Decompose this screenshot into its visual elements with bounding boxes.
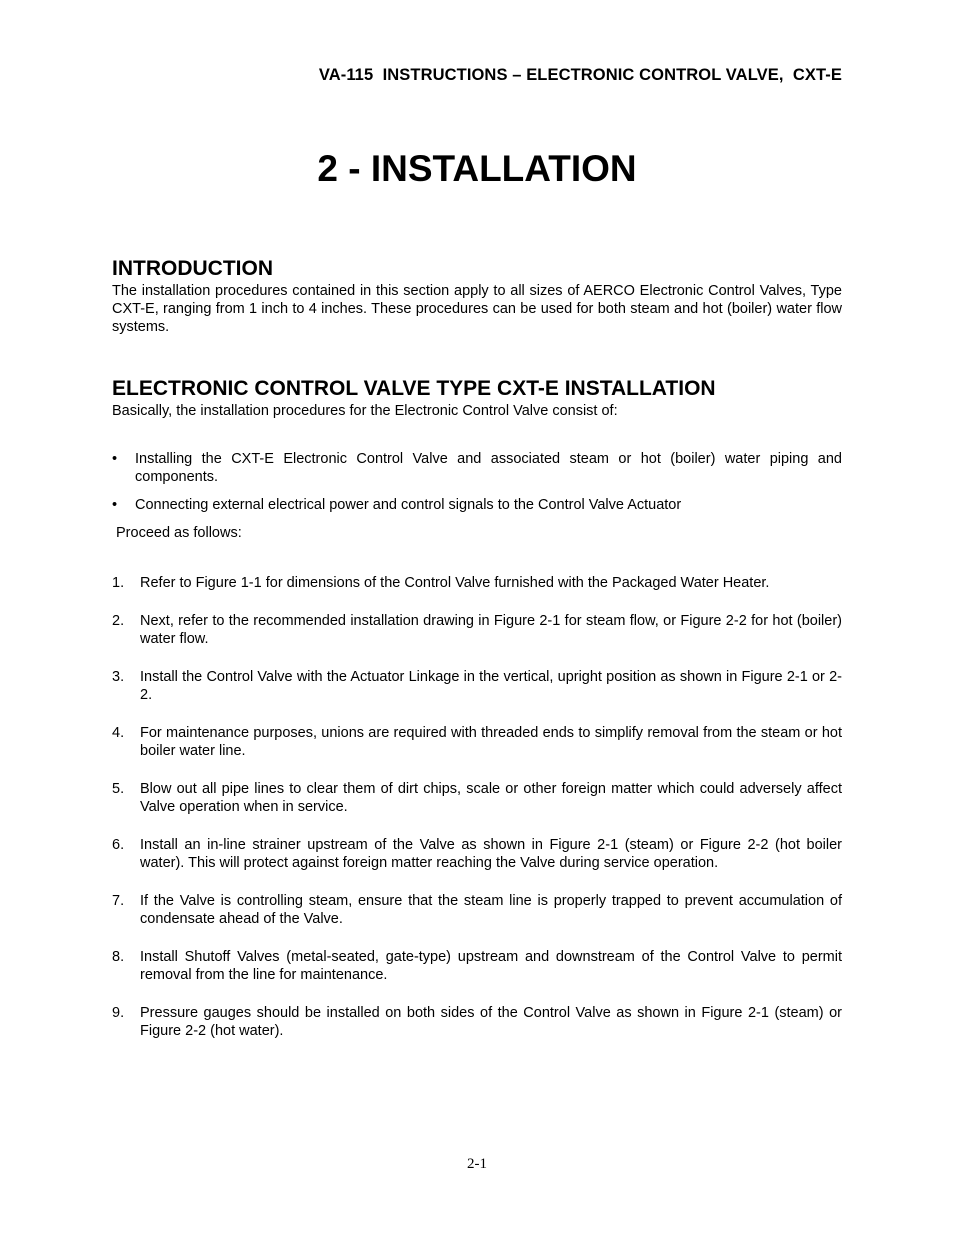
proceed-text: Proceed as follows: [116, 525, 242, 541]
installation-lead: Basically, the installation procedures for the Electronic Control Valve consist of: [112, 403, 618, 419]
step-item [112, 948, 842, 984]
step-text: Install the Control Valve with the Actuator Linkage in the vertical, upright position as shown in Figure 2-1 or 2-2. [140, 669, 842, 703]
step-number: 3. [112, 669, 125, 685]
step-text: Install Shutoff Valves (metal-seated, gate-type) upstream and downstream of the Control Valve to permit removal from the line for maintenance. [140, 949, 842, 983]
step-number: 2. [112, 613, 125, 629]
installation-bullet-list [112, 450, 842, 514]
step-number: 7. [112, 893, 125, 909]
step-number: 6. [112, 837, 125, 853]
step-text: If the Valve is controlling steam, ensure that the steam line is properly trapped to prevent accumulation of condensate ahead of the Valve. [140, 893, 842, 927]
step-item [112, 780, 842, 816]
installation-heading: ELECTRONIC CONTROL VALVE TYPE CXT-E INSTALLATION [112, 377, 716, 400]
introduction-section [112, 256, 842, 336]
step-number: 5. [112, 781, 125, 797]
step-text: Install an in-line strainer upstream of the Valve as shown in Figure 2-1 (steam) or Figure 2-2 (hot boiler water). This will protect against foreign matter reaching the Valve during service operation. [140, 837, 842, 871]
step-item [112, 668, 842, 704]
step-item [112, 574, 842, 592]
step-number: 9. [112, 1005, 125, 1021]
step-item [112, 1004, 842, 1040]
introduction-paragraph: The installation procedures contained in this section apply to all sizes of AERCO Electronic Control Valves, Type CXT-E, ranging from 1 inch to 4 inches. These procedures can be used for both steam and hot (boiler) water flow systems. [112, 283, 842, 335]
bullet-marker: • [112, 451, 118, 467]
step-number: 8. [112, 949, 125, 965]
bullet-text: Installing the CXT-E Electronic Control Valve and associated steam or hot (boiler) water piping and components. [135, 451, 842, 485]
introduction-heading: INTRODUCTION [112, 257, 273, 280]
step-text: Next, refer to the recommended installation drawing in Figure 2-1 for steam flow, or Figure 2-2 for hot (boiler) water flow. [140, 613, 842, 647]
step-item [112, 612, 842, 648]
step-item [112, 892, 842, 928]
step-text: For maintenance purposes, unions are required with threaded ends to simplify removal from the steam or hot boiler water line. [140, 725, 842, 759]
step-text: Pressure gauges should be installed on both sides of the Control Valve as shown in Figure 2-1 (steam) or Figure 2-2 (hot water). [140, 1005, 842, 1039]
running-header: VA-115 INSTRUCTIONS – ELECTRONIC CONTROL VALVE, CXT-E [318, 66, 842, 84]
installation-section [112, 376, 842, 1060]
bullet-item [112, 450, 842, 486]
step-number: 1. [112, 575, 125, 591]
page-number: 2-1 [467, 1156, 487, 1172]
step-number: 4. [112, 725, 125, 741]
step-item [112, 836, 842, 872]
step-text: Blow out all pipe lines to clear them of dirt chips, scale or other foreign matter which could adversely affect Valve operation when in service. [140, 781, 842, 815]
installation-step-list [112, 574, 842, 1040]
chapter-title: 2 - INSTALLATION [317, 148, 637, 189]
step-text: Refer to Figure 1-1 for dimensions of the Control Valve furnished with the Packaged Water Heater. [140, 575, 770, 591]
bullet-item [112, 496, 842, 514]
bullet-text: Connecting external electrical power and control signals to the Control Valve Actuator [135, 497, 682, 513]
bullet-marker: • [112, 497, 118, 513]
step-item [112, 724, 842, 760]
